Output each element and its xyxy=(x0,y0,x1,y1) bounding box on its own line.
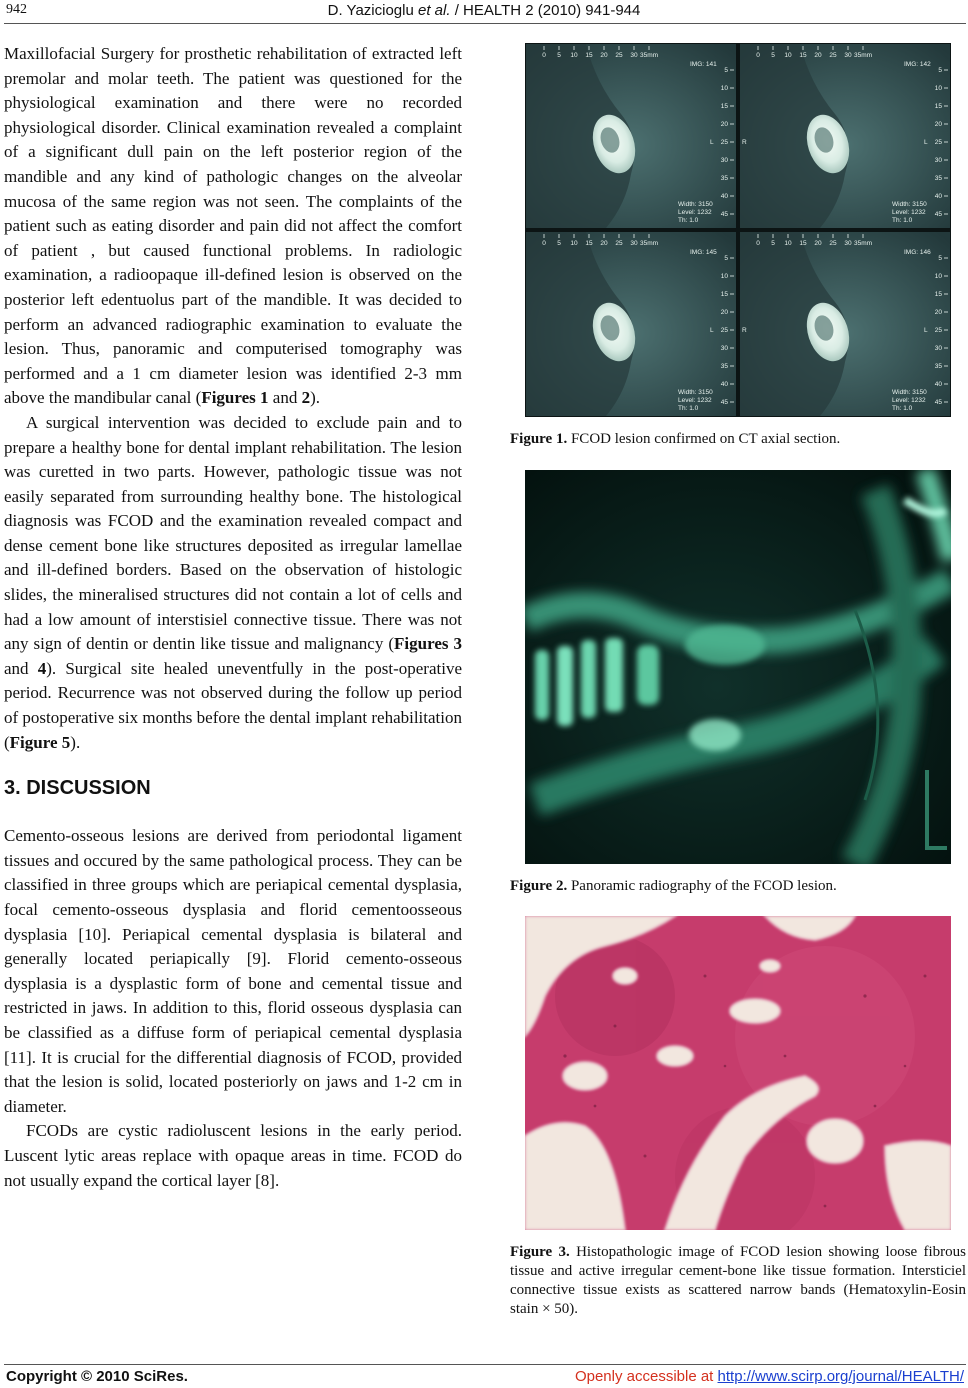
ruler-side-label: 5 xyxy=(938,67,942,74)
ruler-top-label: 20 xyxy=(600,52,608,59)
ruler-side-label: 20 xyxy=(720,121,728,128)
ruler-side-label: 30 xyxy=(934,157,942,164)
footer-rule xyxy=(4,1364,966,1365)
open-access-notice xyxy=(575,1368,964,1385)
ruler-top-label: 5 xyxy=(771,240,775,247)
figure-ref[interactable]: Figures 3 xyxy=(394,634,463,654)
figure-ref[interactable]: 2 xyxy=(301,388,311,408)
figure-2-caption-text: Panoramic radiography of the FCOD lesion. xyxy=(567,878,837,894)
ruler-side-label: 5 xyxy=(938,255,942,262)
ruler-top-label: 15 xyxy=(799,52,807,59)
ct-panel xyxy=(740,232,950,416)
ruler-side-label: 25 xyxy=(934,327,942,334)
ct-width-label: Width: 3150 xyxy=(678,389,713,396)
ruler-side-label: 25 xyxy=(934,139,942,146)
paragraph-2-text: A surgical intervention was decided to exclude pain and to prepare a healthy bone for dental implant rehabilitation. The lesion was curetted in two parts. However, pathologic tissue was not easily separated from surrounding healthy bone. The histological diagnosis was FCOD and the examination revealed compact and dense cement bone like structures deposited as irregular lamellae and ill-defined borders. Based on the observation of histologic slides, the mineralised structures did not contain a lot of cells and had a low amount of interstisiel connective tissue. There was not any sign of dentin or dentin like tissue and malignancy ( xyxy=(4,412,462,654)
ruler-top-label: 35mm xyxy=(853,240,873,247)
paragraph-1-end: ). xyxy=(310,388,320,408)
ct-thickness-label: Th: 1.0 xyxy=(678,217,699,224)
ct-image-number: IMG: 142 xyxy=(904,61,931,68)
paragraph-1 xyxy=(4,42,462,411)
paragraph-1-and: and xyxy=(268,388,302,408)
ruler-top-label: 20 xyxy=(814,240,822,247)
ruler-side-label: 15 xyxy=(720,291,728,298)
copyright-notice: Copyright © 2010 SciRes. xyxy=(6,1368,188,1385)
figure-1-label: Figure 1. xyxy=(510,431,568,447)
ct-thickness-label: Th: 1.0 xyxy=(892,217,913,224)
paragraph-2-mid: ). Surgical site healed uneventfully in the post-operative period. Recurrence was not observed during the follow up period of postoperative six months before the dental implant rehabilitation ( xyxy=(4,658,462,752)
ruler-top-label: 0 xyxy=(542,52,546,59)
ruler-top-label: 20 xyxy=(600,240,608,247)
figure-ref[interactable]: 4 xyxy=(37,658,47,678)
ruler-top-label: 35mm xyxy=(853,52,873,59)
ct-side-label: L xyxy=(710,139,714,146)
ruler-side-label: 35 xyxy=(720,363,728,370)
ct-level-label: Level: 1232 xyxy=(678,397,712,404)
figure-3-caption xyxy=(510,1243,966,1319)
ruler-top-label: 10 xyxy=(570,240,578,247)
figure-2-label: Figure 2. xyxy=(510,878,568,894)
ruler-top-label: 15 xyxy=(585,52,593,59)
ruler-side-label: 10 xyxy=(934,273,942,280)
ruler-side-label: 30 xyxy=(720,345,728,352)
ruler-side-label: 40 xyxy=(934,193,942,200)
ruler-top-label: 25 xyxy=(829,52,837,59)
ruler-top-label: 0 xyxy=(756,240,760,247)
ruler-top-label: 25 xyxy=(615,52,623,59)
ruler-side-label: 45 xyxy=(934,399,942,406)
ct-side-label: L xyxy=(924,327,928,334)
ct-panel xyxy=(526,232,736,416)
running-head-journal: / HEALTH 2 (2010) 941-944 xyxy=(454,2,641,19)
figure-ref[interactable]: Figures 1 xyxy=(201,388,269,408)
ruler-side-label: 20 xyxy=(720,309,728,316)
ct-side-label: L xyxy=(924,139,928,146)
ct-level-label: Level: 1232 xyxy=(892,209,926,216)
paragraph-3: Cemento-osseous lesions are derived from periodontal ligament tissues and occured by the same pathological process. They can be classified in three groups which are periapical cemental dysplasia, focal cemento-osseous dysplasia and florid cementoosseous dysplasia [10]. Periapical cemental dysplasia is bilateral and generally located periapically [9]. Florid cemento-osseous dysplasia is a dysplastic form of bone and cemental tissue and restricted in jaws. In addition to this, florid osseous dysplasia can be classified as a diffuse form of periapical cemental dysplasia [11]. It is crucial for the differential diagnosis of FCOD, provided that the lesion is solid, located posteriorly on jaws and 1-2 cm in diameter. xyxy=(4,826,462,1116)
figure-2-caption xyxy=(510,877,966,896)
ruler-top-label: 5 xyxy=(771,52,775,59)
paragraph-2 xyxy=(4,411,462,755)
paragraph-4: FCODs are cystic radioluscent lesions in the early period. Luscent lytic areas replace with opaque areas in time. FCOD do not usually expand the cortical layer [8]. xyxy=(4,1121,462,1190)
ruler-top-label: 0 xyxy=(542,240,546,247)
section-heading-discussion: 3. DISCUSSION xyxy=(4,777,151,800)
ct-right-label: R xyxy=(742,327,747,334)
ruler-top-label: 35mm xyxy=(639,52,659,59)
journal-url-link[interactable]: http://www.scirp.org/journal/HEALTH/ xyxy=(717,1368,964,1385)
ruler-top-label: 10 xyxy=(784,52,792,59)
ct-width-label: Width: 3150 xyxy=(678,201,713,208)
ruler-top-label: 30 xyxy=(630,240,638,247)
ct-image-number: IMG: 141 xyxy=(690,61,717,68)
ruler-side-label: 15 xyxy=(720,103,728,110)
ruler-side-label: 5 xyxy=(724,255,728,262)
ruler-top-label: 15 xyxy=(799,240,807,247)
ruler-side-label: 25 xyxy=(720,327,728,334)
ruler-side-label: 10 xyxy=(720,85,728,92)
ruler-top-label: 10 xyxy=(570,52,578,59)
ruler-side-label: 30 xyxy=(934,345,942,352)
running-head xyxy=(0,2,968,19)
figure-2-panoramic-image xyxy=(525,470,951,864)
paragraph-2-and: and xyxy=(4,658,38,678)
ruler-side-label: 10 xyxy=(720,273,728,280)
ct-side-label: L xyxy=(710,327,714,334)
ruler-side-label: 5 xyxy=(724,67,728,74)
ruler-side-label: 15 xyxy=(934,103,942,110)
figure-1-ct-image xyxy=(525,43,951,417)
ruler-side-label: 45 xyxy=(934,211,942,218)
ct-width-label: Width: 3150 xyxy=(892,389,927,396)
ct-thickness-label: Th: 1.0 xyxy=(678,405,699,412)
ruler-side-label: 35 xyxy=(934,175,942,182)
ruler-top-label: 10 xyxy=(784,240,792,247)
ct-panel xyxy=(740,44,950,228)
open-access-text: Openly accessible at xyxy=(574,1368,718,1385)
ruler-top-label: 5 xyxy=(557,52,561,59)
ct-image-number: IMG: 146 xyxy=(904,249,931,256)
ruler-top-label: 30 xyxy=(630,52,638,59)
figure-ref[interactable]: Figure 5 xyxy=(9,732,71,752)
figure-1-caption xyxy=(510,430,966,449)
figure-3-histology-image xyxy=(525,916,951,1230)
ct-thickness-label: Th: 1.0 xyxy=(892,405,913,412)
ruler-side-label: 35 xyxy=(934,363,942,370)
ruler-side-label: 10 xyxy=(934,85,942,92)
ruler-top-label: 35mm xyxy=(639,240,659,247)
ruler-top-label: 30 xyxy=(844,52,852,59)
ruler-top-label: 0 xyxy=(756,52,760,59)
ruler-top-label: 20 xyxy=(814,52,822,59)
ruler-side-label: 35 xyxy=(720,175,728,182)
paragraph-1-text: Maxillofacial Surgery for prosthetic rehabilitation of extracted left premolar and molar teeth. The patient was questioned for the physiological examination and there were no recorded physiological disorder. Clinical examination revealed a complaint of a significant dull pain on the left posterior region of the mandible and any kind of pathologic changes on the alveolar mucosa of the same region was not seen. The complaints of the patient such as eating disorder and pain did not affect the comfort of patient , but caused functional problems. In radiologic examination, a radioopaque ill-defined lesion is observed on the posterior left edentuolus part of the mandible. It was decided to perform an advanced radiographic examination to evaluate the lesion. Thus, panoramic and computerised tomography was performed and a 1 cm diameter lesion was identified 2-3 mm above the mandibular canal ( xyxy=(4,44,462,408)
running-head-etal: et al. xyxy=(417,2,451,19)
ct-level-label: Level: 1232 xyxy=(678,209,712,216)
ruler-top-label: 25 xyxy=(615,240,623,247)
ruler-top-label: 30 xyxy=(844,240,852,247)
running-head-authors: D. Yazicioglu xyxy=(327,2,414,19)
ruler-side-label: 25 xyxy=(720,139,728,146)
ct-width-label: Width: 3150 xyxy=(892,201,927,208)
ruler-side-label: 30 xyxy=(720,157,728,164)
figure-3-caption-text: Histopathologic image of FCOD lesion showing loose fibrous tissue and active irregular cement-bone like tissue formation. Intersticiel connective tissue exists as scattered narrow bands (Hematoxylin-Eosin stain × 50). xyxy=(510,1244,967,1317)
ruler-top-label: 5 xyxy=(557,240,561,247)
ct-panel xyxy=(526,44,736,228)
header-rule xyxy=(4,23,966,24)
figure-3-label: Figure 3. xyxy=(510,1244,570,1260)
ruler-side-label: 45 xyxy=(720,399,728,406)
ct-image-number: IMG: 145 xyxy=(690,249,717,256)
ruler-side-label: 15 xyxy=(934,291,942,298)
ruler-side-label: 40 xyxy=(720,381,728,388)
ruler-side-label: 40 xyxy=(934,381,942,388)
ct-right-label: R xyxy=(742,139,747,146)
page-number: 942 xyxy=(6,2,27,17)
ct-level-label: Level: 1232 xyxy=(892,397,926,404)
ruler-side-label: 45 xyxy=(720,211,728,218)
ruler-side-label: 40 xyxy=(720,193,728,200)
ruler-top-label: 15 xyxy=(585,240,593,247)
paragraph-2-end: ). xyxy=(70,732,81,752)
left-column xyxy=(4,42,462,1193)
ruler-side-label: 20 xyxy=(934,309,942,316)
figure-1-caption-text: FCOD lesion confirmed on CT axial section. xyxy=(567,431,841,447)
ruler-side-label: 20 xyxy=(934,121,942,128)
ruler-top-label: 25 xyxy=(829,240,837,247)
